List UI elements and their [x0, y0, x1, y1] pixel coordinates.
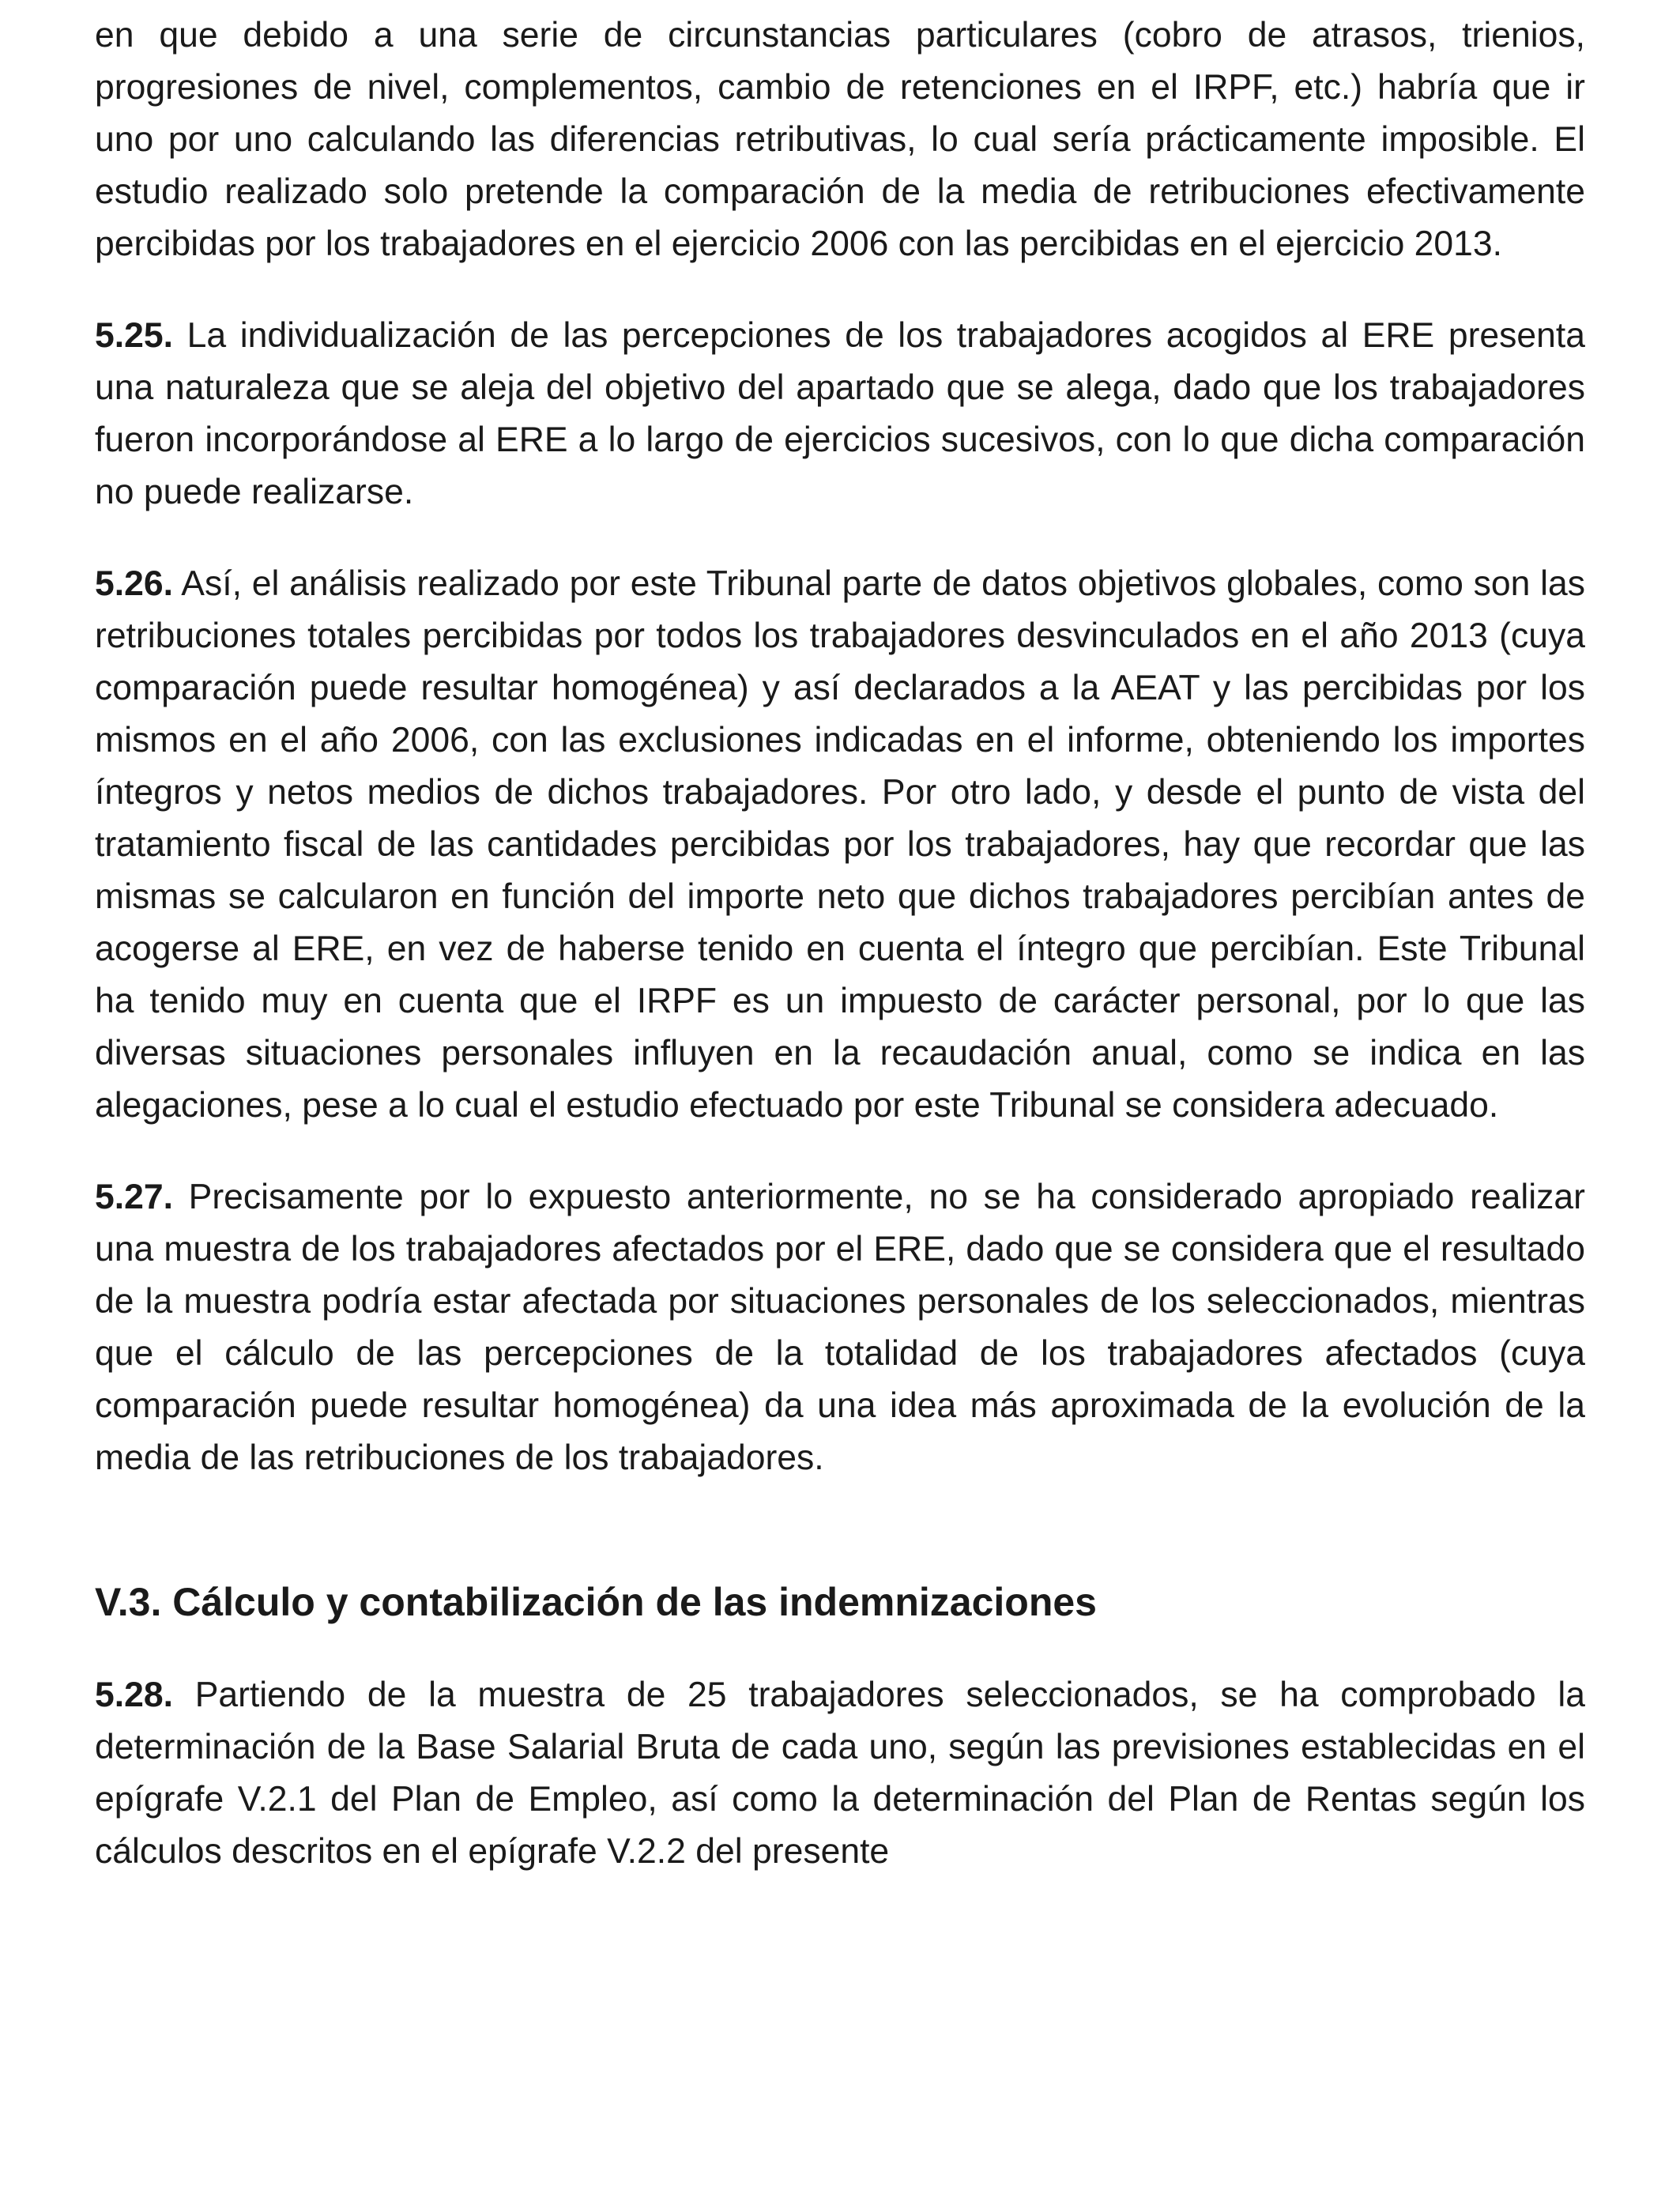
paragraph-number: 5.27.	[95, 1178, 173, 1216]
paragraph-number: 5.26.	[95, 564, 173, 603]
document-page	[95, 9, 1585, 1878]
paragraph-text: Así, el análisis realizado por este Tribunal parte de datos objetivos globales, como son las retribuciones totales percibidas por todos los trabajadores desvinculados en el año 2013 (cuya comparación puede resultar homogénea) y así declarados a la AEAT y las percibidas por los mismos en el año 2006, con las exclusiones indicadas en el informe, obteniendo los importes íntegros y netos medios de dichos trabajadores. Por otro lado, y desde el punto de vista del tratamiento fiscal de las cantidades percibidas por los trabajadores, hay que recordar que las mismas se calcularon en función del importe neto que dichos trabajadores percibían antes de acogerse al ERE, en vez de haberse tenido en cuenta el íntegro que percibían. Este Tribunal ha tenido muy en cuenta que el IRPF es un impuesto de carácter personal, por lo que las diversas situaciones personales influyen en la recaudación anual, como se indica en las alegaciones, pese a lo cual el estudio efectuado por este Tribunal se considera adecuado.	[95, 564, 1585, 1125]
section-heading: V.3. Cálculo y contabilización de las indemnizaciones	[95, 1580, 1097, 1624]
paragraph-text: Partiendo de la muestra de 25 trabajadores seleccionados, se ha comprobado la determinación de la Base Salarial Bruta de cada uno, según las previsiones establecidas en el epígrafe V.2.1 del Plan de Empleo, así como la determinación del Plan de Rentas según los cálculos descritos en el epígrafe V.2.2 del presente	[95, 1676, 1585, 1871]
paragraph-text: La individualización de las percepciones de los trabajadores acogidos al ERE presenta una naturaleza que se aleja del objetivo del apartado que se alega, dado que los trabajadores fueron incorporándose al ERE a lo largo de ejercicios sucesivos, con lo que dicha comparación no puede realizarse.	[95, 316, 1585, 511]
paragraph-continuation	[95, 9, 1585, 270]
paragraph-5-28	[95, 1669, 1585, 1878]
paragraph-5-27	[95, 1171, 1585, 1484]
paragraph-text: Precisamente por lo expuesto anteriormente, no se ha considerado apropiado realizar una muestra de los trabajadores afectados por el ERE, dado que se considera que el resultado de la muestra podría estar afectada por situaciones personales de los seleccionados, mientras que el cálculo de las percepciones de la totalidad de los trabajadores afectados (cuya comparación puede resultar homogénea) da una idea más aproximada de la evolución de la media de las retribuciones de los trabajadores.	[95, 1178, 1585, 1477]
paragraph-text: en que debido a una serie de circunstancias particulares (cobro de atrasos, trienios, progresiones de nivel, complementos, cambio de retenciones en el IRPF, etc.) habría que ir uno por uno calculando las diferencias retributivas, lo cual sería prácticamente imposible. El estudio realizado solo pretende la comparación de la media de retribuciones efectivamente percibidas por los trabajadores en el ejercicio 2006 con las percibidas en el ejercicio 2013.	[95, 16, 1585, 263]
paragraph-5-25	[95, 310, 1585, 518]
paragraph-number: 5.25.	[95, 316, 173, 355]
paragraph-number: 5.28.	[95, 1676, 173, 1714]
paragraph-5-26	[95, 558, 1585, 1132]
